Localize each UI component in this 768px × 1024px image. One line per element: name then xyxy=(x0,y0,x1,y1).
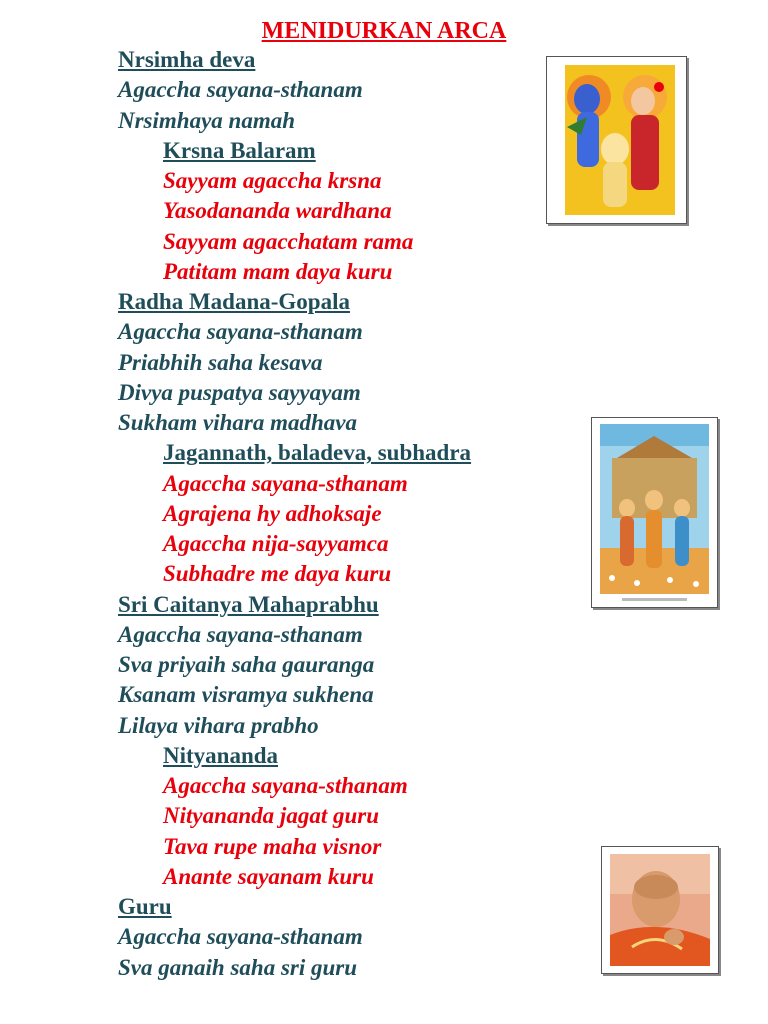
jagannath-baladeva-subhadra-picture xyxy=(591,417,718,608)
deity-heading: Jagannath, baladeva, subhadra xyxy=(163,440,472,466)
verse-line: Patitam mam daya kuru xyxy=(163,258,393,284)
deity-heading: Nityananda xyxy=(163,742,279,768)
verse-line: Tava rupe maha visnor xyxy=(163,833,382,859)
verse-line: Lilaya vihara prabho xyxy=(118,712,319,738)
verse-line: Agaccha sayana-sthanam xyxy=(163,773,408,798)
krsna-balaram-illustration xyxy=(547,57,686,223)
deity-heading: Sri Caitanya Mahaprabhu xyxy=(118,591,379,617)
deity-heading: Radha Madana-Gopala xyxy=(118,289,350,314)
deity-heading: Nrsimha deva xyxy=(118,47,256,72)
verse-line: Subhadre me daya kuru xyxy=(163,561,392,587)
dancing-deities-illustration xyxy=(592,418,717,607)
verse-line: Sukham vihara madhava xyxy=(118,410,357,435)
verse-line: Agaccha sayana-sthanam xyxy=(118,77,363,103)
deity-heading: Krsna Balaram xyxy=(163,137,316,163)
verse-line: Anante sayanam kuru xyxy=(163,863,374,889)
verse-line: Sva ganaih saha sri guru xyxy=(118,954,358,980)
verse-line: Agaccha nija-sayyamca xyxy=(163,531,389,556)
page-title: MENIDURKAN ARCA xyxy=(261,18,507,44)
verse-line: Agaccha sayana-sthanam xyxy=(118,924,363,950)
deity-heading: Guru xyxy=(118,894,172,919)
verse-line: Agaccha sayana-sthanam xyxy=(163,470,408,496)
verse-line: Agaccha sayana-sthanam xyxy=(118,621,363,647)
verse-line: Ksanam visramya sukhena xyxy=(118,682,374,708)
guru-portrait-picture xyxy=(601,846,719,974)
verse-line: Sayyam agaccha krsna xyxy=(163,168,382,193)
verse-line: Nityananda jagat guru xyxy=(163,803,379,829)
verse-line: Sayyam agacchatam rama xyxy=(163,228,414,254)
verse-line: Sva priyaih saha gauranga xyxy=(118,652,375,677)
verse-line: Divya puspatya sayyayam xyxy=(118,379,361,405)
verse-line: Priabhih saha kesava xyxy=(118,349,323,375)
verse-line: Nrsimhaya namah xyxy=(118,107,296,133)
guru-portrait-illustration xyxy=(602,847,718,973)
verse-line: Agaccha sayana-sthanam xyxy=(118,319,363,345)
krsna-balaram-picture xyxy=(546,56,687,224)
verse-line: Yasodananda wardhana xyxy=(163,198,392,224)
verse-line: Agrajena hy adhoksaje xyxy=(163,500,382,526)
verse-list xyxy=(118,45,471,983)
